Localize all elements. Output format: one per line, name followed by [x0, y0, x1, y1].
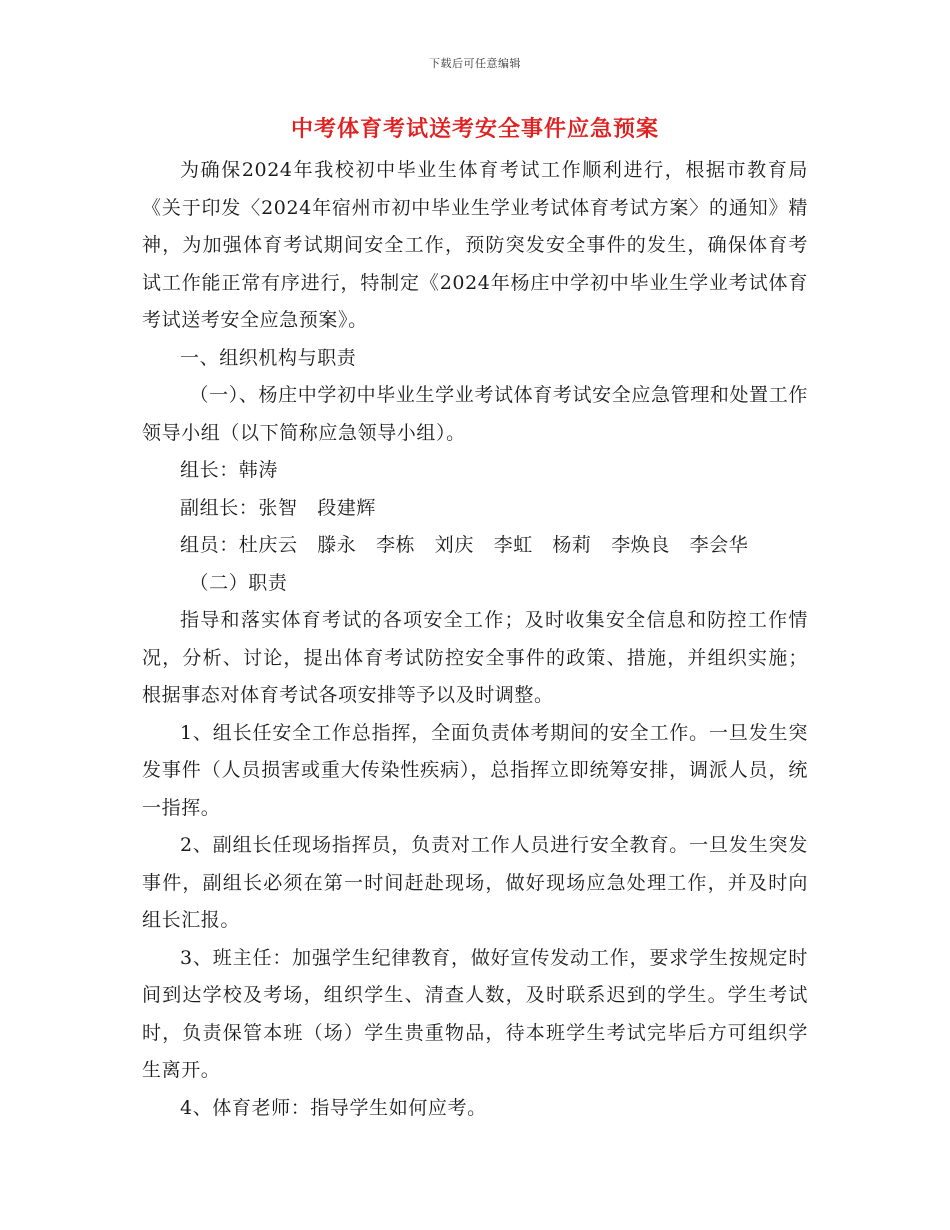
section-heading-organization: 一、组织机构与职责 [180, 346, 357, 369]
group-leader-line: 组长：韩涛 [180, 459, 279, 481]
duties-paragraph: 指导和落实体育考试的各项安全工作；及时收集安全信息和防控工作情况，分析、讨论，提出体育考试防控安全事件的政策、措施，并组织实施；根据事态对体育考试各项安排等予以及时调整。 [142, 609, 808, 706]
members-line: 组员：杜庆云 滕永 李栋 刘庆 李虹 杨莉 李焕良 李会华 [180, 534, 749, 556]
intro-paragraph: 为确保2024年我校初中毕业生体育考试工作顺利进行，根据市教育局《关于印发〈2024年宿州市初中毕业生学业考试体育考试方案〉的通知》精神，为加强体育考试期间安全工作，预防突发安全事件的发生，确保体育考试工作能正常有序进行，特制定《2024年杨庄中学初中毕业生学业考试体育考试送考安全应急预案》。 [142, 159, 808, 331]
duty-item-1: 1、组长任安全工作总指挥，全面负责体考期间的安全工作。一旦发生突发事件（人员损害或重大传染性疾病），总指挥立即统筹安排，调派人员，统一指挥。 [142, 721, 808, 819]
subsection-leadership-group: （一）、杨庄中学初中毕业生学业考试体育考试安全应急管理和处置工作领导小组（以下简称应急领导小组）。 [142, 384, 808, 444]
document-body [142, 152, 808, 1127]
document-title: 中考体育考试送考安全事件应急预案 [290, 116, 659, 142]
duty-item-2: 2、副组长任现场指挥员，负责对工作人员进行安全教育。一旦发生突发事件，副组长必须在第一时间赶赴现场，做好现场应急处理工作，并及时向组长汇报。 [142, 834, 808, 931]
subsection-duties-heading: （二）职责 [189, 571, 288, 594]
deputy-leader-line: 副组长：张智 段建辉 [180, 496, 377, 519]
page-header-note: 下载后可任意编辑 [429, 57, 521, 70]
duty-item-4: 4、体育老师：指导学生如何应考。 [180, 1096, 487, 1119]
duty-item-3: 3、班主任：加强学生纪律教育，做好宣传发动工作，要求学生按规定时间到达学校及考场，组织学生、清查人数，及时联系迟到的学生。学生考试时，负责保管本班（场）学生贵重物品，待本班学生考试完毕后方可组织学生离开。 [142, 946, 808, 1081]
